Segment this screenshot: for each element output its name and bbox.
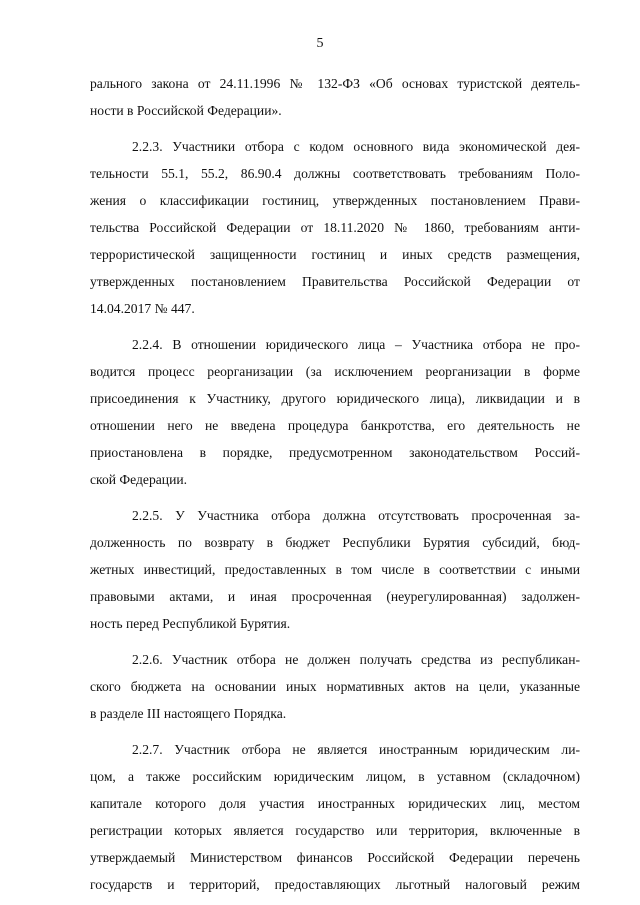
text-line: государств и территорий, предоставляющих льготный налоговый режим [90,877,580,892]
text-line: 2.2.5. У Участника отбора должна отсутствовать просроченная за- [132,508,580,523]
paragraph-2-2-3 [90,133,580,322]
paragraph-cont [90,70,580,124]
paragraph-spacing [90,637,580,646]
text-line: жетных инвестиций, предоставленных в том числе в соответствии с иными [90,562,580,577]
text-line: отношении него не введена процедура банкротства, его деятельность не [90,418,580,433]
paragraph-2-2-7 [90,736,580,898]
paragraph-spacing [90,727,580,736]
text-line: утвержденных постановлением Правительства Российской Федерации от [90,274,580,289]
text-line: в разделе III настоящего Порядка. [90,706,287,721]
text-line: рального закона от 24.11.1996 № 132-ФЗ «Об основах туристской деятель- [90,76,580,91]
document-body [90,70,580,898]
text-line: присоединения к Участнику, другого юридического лица), ликвидации и в [90,391,580,406]
paragraph-2-2-6 [90,646,580,727]
paragraph-spacing [90,493,580,502]
text-line: капитале которого доля участия иностранных юридических лиц, местом [90,796,580,811]
text-line: регистрации которых является государство или территория, включенные в [90,823,580,838]
text-line: террористической защищенности гостиниц и иных средств размещения, [90,247,580,262]
paragraph-spacing [90,322,580,331]
text-line: 2.2.6. Участник отбора не должен получать средства из республикан- [132,652,580,667]
text-line: 2.2.3. Участники отбора с кодом основного вида экономической дея- [132,139,580,154]
text-line: тельности 55.1, 55.2, 86.90.4 должны соответствовать требованиям Поло- [90,166,580,181]
text-line: 14.04.2017 № 447. [90,301,195,316]
text-line: тельства Российской Федерации от 18.11.2020 № 1860, требованиям анти- [90,220,580,235]
text-line: 2.2.4. В отношении юридического лица – Участника отбора не про- [132,337,580,352]
text-line: водится процесс реорганизации (за исключением реорганизации в форме [90,364,580,379]
paragraph-2-2-5 [90,502,580,637]
text-line: цом, а также российским юридическим лицом, в уставном (складочном) [90,769,580,784]
text-line: ности в Российской Федерации». [90,103,282,118]
text-line: ность перед Республикой Бурятия. [90,616,291,631]
page-number: 5 [316,36,324,51]
text-line: долженность по возврату в бюджет Республики Бурятия субсидий, бюд- [90,535,580,550]
text-line: 2.2.7. Участник отбора не является иностранным юридическим ли- [132,742,580,757]
text-line: правовыми актами, и иная просроченная (неурегулированная) задолжен- [90,589,580,604]
text-line: приостановлена в порядке, предусмотренном законодательством Россий- [90,445,580,460]
text-line: ской Федерации. [90,472,188,487]
text-line: утверждаемый Министерством финансов Российской Федерации перечень [90,850,580,865]
text-line: ского бюджета на основании иных нормативных актов на цели, указанные [90,679,580,694]
text-line: жения о классификации гостиниц, утвержденных постановлением Прави- [90,193,580,208]
paragraph-2-2-4 [90,331,580,493]
paragraph-spacing [90,124,580,133]
